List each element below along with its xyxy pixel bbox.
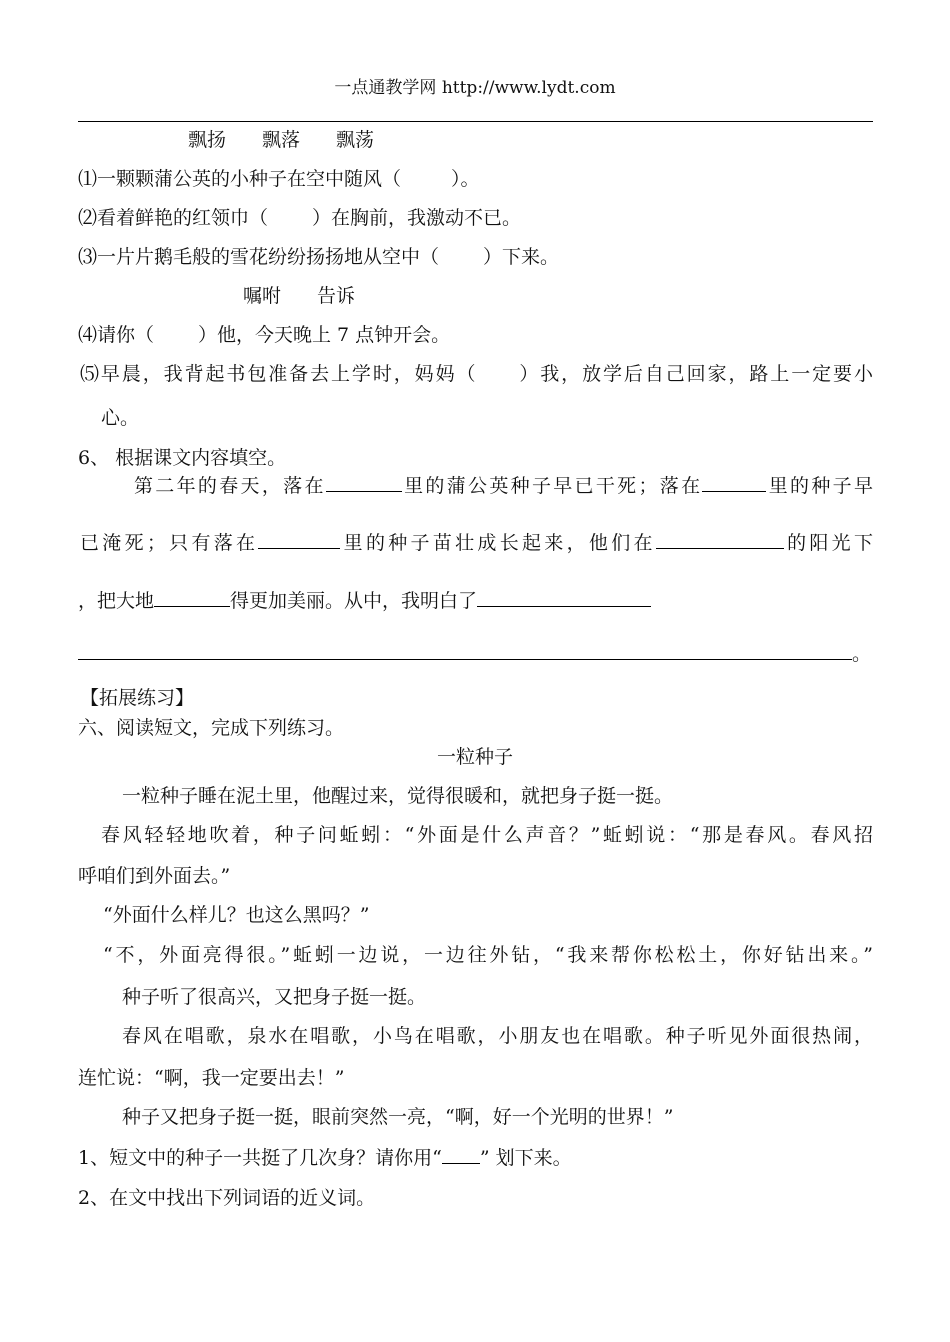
- question-5-cont: 心。: [101, 407, 140, 429]
- fill-blank[interactable]: [477, 588, 651, 607]
- question-6-title: 6、 根据课文内容填空。: [78, 447, 287, 469]
- fill-text: 里的种子苗壮成长起来，他们在: [340, 532, 656, 554]
- question-text: ⑵看着鲜艳的红领巾（: [78, 207, 269, 229]
- story-paragraph-cont: 呼咱们到外面去。”: [78, 865, 231, 887]
- fill-blank[interactable]: [154, 588, 230, 607]
- story-title: 一粒种子: [436, 746, 513, 768]
- question-1: [78, 167, 480, 191]
- story-paragraph: 春风轻轻地吹着，种子问蚯蚓：“外面是什么声音？”蚯蚓说：“那是春风。春风招: [101, 824, 873, 846]
- question-4: [78, 323, 450, 347]
- question-text: ）在胸前，我激动不已。: [312, 207, 522, 229]
- question-text: 1、短文中的种子一共挺了几次身？请你用“: [78, 1147, 442, 1169]
- story-paragraph: 种子听了很高兴，又把身子挺一挺。: [122, 986, 427, 1008]
- fill-blank[interactable]: [326, 473, 402, 492]
- reading-task: 六、阅读短文，完成下列练习。: [78, 717, 345, 739]
- word-option: 飘扬: [188, 129, 227, 151]
- question-text: ⑷请你（: [78, 324, 155, 346]
- question-5: [80, 362, 873, 386]
- header-rule: [78, 121, 873, 122]
- fill-line-1: [134, 473, 873, 498]
- fill-line-2: [80, 530, 873, 555]
- story-paragraph: 一粒种子睡在泥土里，他醒过来，觉得很暖和，就把身子挺一挺。: [122, 785, 674, 807]
- fill-blank[interactable]: [702, 473, 766, 492]
- story-paragraph: 春风在唱歌，泉水在唱歌，小鸟在唱歌，小朋友也在唱歌。种子听见外面很热闹，: [122, 1025, 873, 1047]
- fill-text: 得更加美丽。从中，我明白了: [230, 590, 478, 612]
- fill-text: 。: [852, 643, 872, 665]
- question-text: ）下来。: [483, 246, 560, 268]
- section-heading: 【拓展练习】: [80, 687, 195, 709]
- fill-blank[interactable]: [656, 530, 784, 549]
- fill-blank[interactable]: [258, 530, 340, 549]
- story-paragraph: 种子又把身子挺一挺，眼前突然一亮，“啊，好一个光明的世界！”: [122, 1106, 674, 1128]
- fill-blank[interactable]: [78, 641, 852, 660]
- fill-line-3: [78, 588, 651, 613]
- question-text: ）。: [451, 168, 480, 190]
- question-text: ）我，放学后自己回家，路上一定要小: [517, 363, 873, 385]
- word-options-2: [243, 284, 355, 308]
- word-options-1: [188, 128, 374, 152]
- question-text: ⑴一颗颗蒲公英的小种子在空中随风（: [78, 168, 402, 190]
- reading-question-2: 2、在文中找出下列词语的近义词。: [78, 1187, 376, 1209]
- word-option: 飘落: [262, 129, 301, 151]
- story-paragraph: “不，外面亮得很。”蚯蚓一边说，一边往外钻，“我来帮你松松土，你好钻出来。”: [103, 944, 873, 966]
- question-text: ⑸早晨，我背起书包准备去上学时，妈妈（: [80, 363, 478, 385]
- story-paragraph: “外面什么样儿？也这么黑吗？”: [103, 904, 370, 926]
- question-text: ）他，今天晚上 7 点钟开会。: [198, 324, 451, 346]
- question-text: ” 划下来。: [479, 1147, 572, 1169]
- reading-question-1: [78, 1146, 572, 1170]
- question-3: [78, 245, 559, 269]
- story-paragraph-cont: 连忙说：“啊，我一定要出去！”: [78, 1067, 345, 1089]
- fill-text: 里的种子早: [766, 475, 873, 497]
- page-header: 一点通教学网 http://www.lydt.com: [334, 78, 616, 98]
- word-option: 告诉: [317, 285, 356, 307]
- word-option: 嘱咐: [243, 285, 282, 307]
- fill-text: 的阳光下: [783, 532, 873, 554]
- question-2: [78, 206, 521, 230]
- fill-text: ，把大地: [78, 590, 155, 612]
- word-option: 飘荡: [336, 129, 375, 151]
- fill-text: 里的蒲公英种子早已干死；落在: [401, 475, 703, 497]
- fill-text: 第二年的春天，落在: [134, 475, 326, 497]
- question-text: ⑶一片片鹅毛般的雪花纷纷扬扬地从空中（: [78, 246, 440, 268]
- fill-line-4: [78, 641, 871, 666]
- underline-sample: [442, 1148, 480, 1164]
- fill-text: 已淹死；只有落在: [80, 532, 259, 554]
